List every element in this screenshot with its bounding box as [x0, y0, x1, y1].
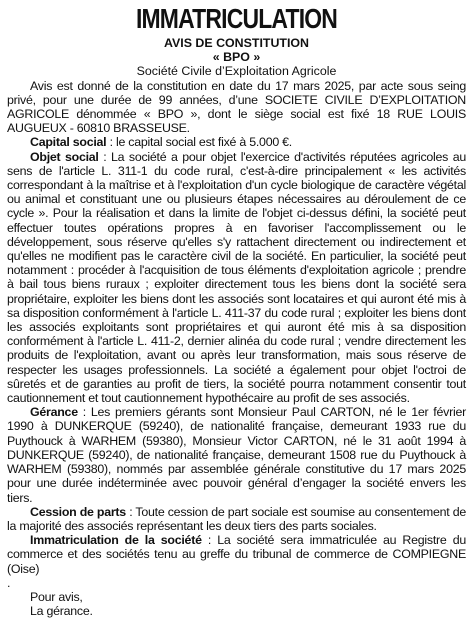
capital-label: Capital social [30, 135, 107, 150]
capital-paragraph [7, 135, 466, 149]
notice-body [7, 79, 466, 590]
signature-line-2: La gérance. [30, 604, 93, 618]
notice-title: AVIS DE CONSTITUTION [163, 36, 310, 50]
immatriculation-label: Immatriculation de la société [30, 533, 202, 548]
immatriculation-paragraph [7, 533, 466, 576]
capital-text: : le capital social est fixé à 5.000 €. [106, 135, 292, 150]
gerance-text: : Les premiers gérants sont Monsieur Paul CARTON, né le 1er février 1990 à DUNKERQUE (59240), de nationalité française, demeurant 1933 rue du Puythouck à WARHEM (59380), Monsieur Victor CARTON, né le 31 août 1994 à DUNKERQUE (59240), de nationalité française, demeurant 1508 rue du Puythouck à WARHEM (59380), nommés par assemblée générale constitutive du 17 mars 2025 pour une durée indéterminée avec pouvoir général d’engager la société envers les tiers. [7, 405, 466, 505]
immatriculation-text: : La société sera immatriculée au Registre du commerce et des sociétés tenu au greffe du tribunal de commerce de COMPIEGNE (Oise) [7, 533, 466, 576]
gerance-label: Gérance [30, 405, 78, 420]
objet-paragraph [7, 150, 466, 406]
notice-header [7, 36, 466, 79]
intro-paragraph: Avis est donné de la constitution en date du 17 mars 2025, par acte sous seing privé, pour une durée de 99 années, d’une SOCIETE CIVILE D’EXPLOITATION AGRICOLE dénommée « BPO », dont le siège social est fixé 18 RUE LOUIS AUGUEUX - 60810 BRASSEUSE. [7, 78, 466, 136]
objet-label: Objet social [30, 149, 99, 164]
cession-paragraph [7, 505, 466, 533]
objet-text: : La société a pour objet l'exercice d'activités réputées agricoles au sens de l'article L. 311-1 du code rural, c'est-à-dire principalement « les activités correspondant à la maîtrise et à l'exploitation d'un cycle biologique de caractère végétal ou animal et constituant une ou plusieurs étapes nécessaires au déroulement de ce cycle ». Pour la réalisation et dans la limite de l'objet ci-dessus défini, la société peut effectuer toutes opérations propres à en favoriser l'accomplissement ou le développement, sous réserve qu'elles s'y rattachent directement ou indirectement et qu'elles ne modifient pas le caractère civil de la société. En particulier, la société peut notamment : procéder à l'acquisition de tous éléments d'exploitation agricole ; prendre à bail tous biens ruraux ; exploiter directement tous les biens dont la société sera propriétaire, exploiter les biens dont les associés sont locataires et qui auront été mis à sa disposition conformément à l'article L. 411-37 du code rural ; exploiter les biens dont les associés exploitants sont propriétaires et qui auront été mis à sa disposition conformément à l'article L. 411-2, dernier alinéa du code rural ; vendre directement les produits de l'exploitation, avant ou après leur transformation, mais sous réserve de respecter les usages professionnels. La société a également pour objet l'octroi de sûretés et de garanties au profit de tiers, la société pourra notamment consentir tout cautionnement et tout cautionnement hypothécaire au profit de ses associés. [7, 149, 466, 406]
cession-label: Cession de parts [30, 504, 126, 519]
cession-text: : Toute cession de part sociale est soumise au consentement de la majorité des associés représentant les deux tiers des parts sociales. [7, 504, 466, 533]
legal-notice-page [0, 2, 473, 618]
company-type: Société Civile d’Exploitation Agricole [136, 64, 337, 79]
signature-block [7, 590, 466, 618]
masthead-title: IMMATRICULATION [135, 3, 338, 34]
trailing-dot: . [7, 575, 11, 590]
gerance-paragraph [7, 405, 466, 504]
signature-line-1: Pour avis, [30, 589, 83, 604]
company-name: « BPO » [212, 50, 261, 65]
